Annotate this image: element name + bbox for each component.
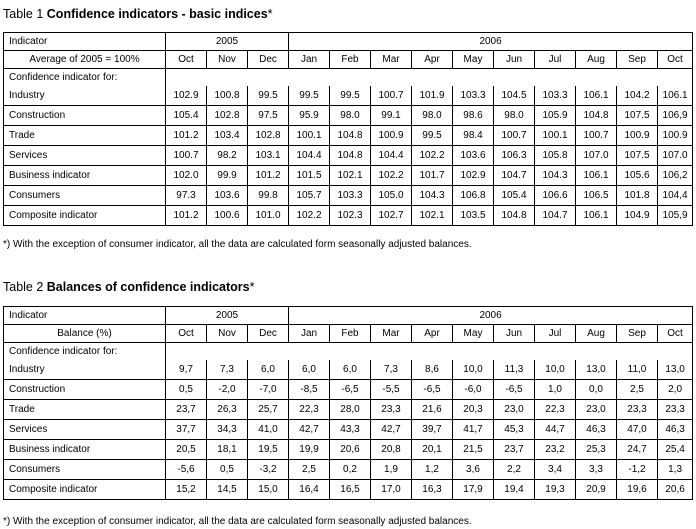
year-2006-header: 2006 [289, 33, 693, 51]
value-cell: 107.0 [658, 146, 693, 166]
month-header: May [453, 325, 494, 343]
table2-caption [3, 280, 255, 294]
value-cell: 104.3 [412, 186, 453, 206]
month-header: Aug [576, 325, 617, 343]
value-cell: 99.5 [412, 126, 453, 146]
value-cell: 106.1 [576, 166, 617, 186]
month-header: Dec [248, 325, 289, 343]
value-cell: 95.9 [289, 106, 330, 126]
value-cell: 105.6 [617, 166, 658, 186]
month-header: Nov [207, 51, 248, 69]
value-cell: 106.1 [576, 206, 617, 226]
value-cell: 106.1 [576, 86, 617, 106]
value-cell: 2,5 [617, 380, 658, 400]
value-cell: 34,3 [207, 420, 248, 440]
value-cell: 19,6 [617, 480, 658, 500]
value-cell: 14,5 [207, 480, 248, 500]
value-cell: 104.9 [617, 206, 658, 226]
value-cell: 104.8 [576, 106, 617, 126]
section-label: Confidence indicator for: [4, 69, 166, 87]
value-cell: 1,3 [658, 460, 693, 480]
value-cell: 99.5 [330, 86, 371, 106]
value-cell: 106.5 [576, 186, 617, 206]
row-label: Services [4, 420, 166, 440]
table-row [4, 126, 693, 146]
value-cell: 21,6 [412, 400, 453, 420]
value-cell: 7,3 [207, 360, 248, 380]
value-cell: 99.8 [248, 186, 289, 206]
value-cell: 22,3 [535, 400, 576, 420]
value-cell: 101.9 [412, 86, 453, 106]
value-cell: 19,3 [535, 480, 576, 500]
value-cell: 104.3 [535, 166, 576, 186]
value-cell: 100.7 [371, 86, 412, 106]
value-cell: 44,7 [535, 420, 576, 440]
value-cell: 18,1 [207, 440, 248, 460]
value-cell: 2,0 [658, 380, 693, 400]
value-cell: 25,4 [658, 440, 693, 460]
value-cell: 42,7 [371, 420, 412, 440]
value-cell: 39,7 [412, 420, 453, 440]
table2-footnote: *) With the exception of consumer indicator, all the data are calculated form seasonally adjusted balances. [3, 516, 472, 527]
table2-caption-star: * [249, 280, 255, 294]
value-cell: 103.1 [248, 146, 289, 166]
value-cell: 19,4 [494, 480, 535, 500]
section-label: Confidence indicator for: [4, 343, 166, 361]
month-header: Sep [617, 51, 658, 69]
value-cell: 103.3 [330, 186, 371, 206]
value-cell: 25,7 [248, 400, 289, 420]
value-cell: 100.9 [658, 126, 693, 146]
value-cell: 104.5 [494, 86, 535, 106]
value-cell: 99.5 [289, 86, 330, 106]
value-cell: 104.4 [371, 146, 412, 166]
value-cell: 23,2 [535, 440, 576, 460]
value-cell: -1,2 [617, 460, 658, 480]
value-cell: 100.1 [535, 126, 576, 146]
table-row [4, 106, 693, 126]
value-cell: 106.6 [535, 186, 576, 206]
value-cell: 1,2 [412, 460, 453, 480]
table-row [4, 166, 693, 186]
value-cell: 102.2 [289, 206, 330, 226]
value-cell: 13,0 [658, 360, 693, 380]
value-cell: 13,0 [576, 360, 617, 380]
value-cell: 107.5 [617, 106, 658, 126]
value-cell: 2,5 [289, 460, 330, 480]
value-cell: 20,6 [658, 480, 693, 500]
value-cell: 101.8 [617, 186, 658, 206]
value-cell: -5,6 [166, 460, 207, 480]
value-cell: 6,0 [289, 360, 330, 380]
value-cell: 100.7 [576, 126, 617, 146]
value-cell: 25,3 [576, 440, 617, 460]
value-cell: 100.9 [371, 126, 412, 146]
month-header: Dec [248, 51, 289, 69]
value-cell: 105.7 [289, 186, 330, 206]
value-cell: 98.0 [494, 106, 535, 126]
value-cell: 23,3 [371, 400, 412, 420]
row-label: Industry [4, 86, 166, 106]
value-cell: 46,3 [576, 420, 617, 440]
value-cell: 100.7 [494, 126, 535, 146]
value-cell: 15,2 [166, 480, 207, 500]
value-cell: 98.4 [453, 126, 494, 146]
value-cell: 16,4 [289, 480, 330, 500]
value-cell: 98.2 [207, 146, 248, 166]
value-cell: 8,6 [412, 360, 453, 380]
value-cell: 20,8 [371, 440, 412, 460]
value-cell: 21,5 [453, 440, 494, 460]
table1 [3, 32, 693, 226]
value-cell: 104.7 [535, 206, 576, 226]
value-cell: 106.8 [453, 186, 494, 206]
value-cell: 99.1 [371, 106, 412, 126]
value-cell: 104.4 [289, 146, 330, 166]
value-cell: 102.2 [371, 166, 412, 186]
value-cell: 105.4 [166, 106, 207, 126]
value-cell: 101.2 [166, 206, 207, 226]
value-cell: -3,2 [248, 460, 289, 480]
table1-caption-title: Confidence indicators - basic indices [46, 7, 268, 21]
value-cell: 0,5 [207, 460, 248, 480]
value-cell: 104.7 [494, 166, 535, 186]
row-label: Services [4, 146, 166, 166]
value-cell: 105.9 [535, 106, 576, 126]
value-cell: 22,3 [289, 400, 330, 420]
value-cell: 17,0 [371, 480, 412, 500]
value-cell: 102.9 [453, 166, 494, 186]
table-row [4, 146, 693, 166]
value-cell: 1,0 [535, 380, 576, 400]
value-cell: 41,7 [453, 420, 494, 440]
value-cell: 0,0 [576, 380, 617, 400]
row-label: Composite indicator [4, 480, 166, 500]
value-cell: 20,1 [412, 440, 453, 460]
value-cell: 98.0 [412, 106, 453, 126]
unit-label: Average of 2005 = 100% [4, 51, 166, 69]
value-cell: 97.3 [166, 186, 207, 206]
value-cell: 11,0 [617, 360, 658, 380]
value-cell: 0,2 [330, 460, 371, 480]
row-label: Consumers [4, 460, 166, 480]
value-cell: 6,0 [330, 360, 371, 380]
table-row [4, 186, 693, 206]
year-2005-header: 2005 [166, 307, 289, 325]
value-cell: 99.5 [248, 86, 289, 106]
value-cell: 3,3 [576, 460, 617, 480]
value-cell: 23,7 [166, 400, 207, 420]
month-header: Oct [166, 51, 207, 69]
value-cell: 15,0 [248, 480, 289, 500]
value-cell: -6,5 [330, 380, 371, 400]
value-cell: 105.4 [494, 186, 535, 206]
value-cell: 20,3 [453, 400, 494, 420]
value-cell: 23,3 [617, 400, 658, 420]
table-row [4, 206, 693, 226]
value-cell: 105.8 [535, 146, 576, 166]
value-cell: 23,7 [494, 440, 535, 460]
value-cell: 1,9 [371, 460, 412, 480]
value-cell: 42,7 [289, 420, 330, 440]
month-header: Oct [658, 51, 693, 69]
month-header: Apr [412, 51, 453, 69]
value-cell: 19,9 [289, 440, 330, 460]
section-spacer [166, 69, 693, 87]
value-cell: 104.8 [494, 206, 535, 226]
value-cell: 9,7 [166, 360, 207, 380]
table1-caption-star: * [267, 7, 273, 21]
value-cell: 98.0 [330, 106, 371, 126]
table2 [3, 306, 693, 500]
value-cell: -6,5 [494, 380, 535, 400]
value-cell: 102.2 [412, 146, 453, 166]
value-cell: 104,4 [658, 186, 693, 206]
table-row [4, 360, 693, 380]
month-header: May [453, 51, 494, 69]
month-header: Sep [617, 325, 658, 343]
section-spacer [166, 343, 693, 361]
row-label: Industry [4, 360, 166, 380]
month-header: Nov [207, 325, 248, 343]
value-cell: 100.6 [207, 206, 248, 226]
value-cell: 100.1 [289, 126, 330, 146]
value-cell: 20,5 [166, 440, 207, 460]
value-cell: 103.6 [453, 146, 494, 166]
value-cell: 3,4 [535, 460, 576, 480]
value-cell: 102.8 [207, 106, 248, 126]
table-row [4, 460, 693, 480]
value-cell: 20,6 [330, 440, 371, 460]
month-header: Oct [658, 325, 693, 343]
table2-caption-prefix: Table 2 [3, 280, 47, 294]
value-cell: 105,9 [658, 206, 693, 226]
month-header: Jun [494, 325, 535, 343]
row-label: Trade [4, 400, 166, 420]
year-2006-header: 2006 [289, 307, 693, 325]
table1-footnote: *) With the exception of consumer indicator, all the data are calculated form seasonally adjusted balances. [3, 239, 472, 250]
value-cell: 100.8 [207, 86, 248, 106]
value-cell: 16,5 [330, 480, 371, 500]
month-header: Oct [166, 325, 207, 343]
row-label: Composite indicator [4, 206, 166, 226]
value-cell: 19,5 [248, 440, 289, 460]
value-cell: 106,2 [658, 166, 693, 186]
value-cell: -6,0 [453, 380, 494, 400]
row-label: Construction [4, 380, 166, 400]
value-cell: 43,3 [330, 420, 371, 440]
table1-caption-prefix: Table 1 [3, 7, 47, 21]
indicator-header: Indicator [4, 33, 166, 51]
value-cell: 102.3 [330, 206, 371, 226]
month-header: Jul [535, 325, 576, 343]
value-cell: 0,5 [166, 380, 207, 400]
value-cell: 20,9 [576, 480, 617, 500]
value-cell: 47,0 [617, 420, 658, 440]
month-header: Feb [330, 51, 371, 69]
value-cell: 6,0 [248, 360, 289, 380]
value-cell: 102.9 [166, 86, 207, 106]
value-cell: 103.3 [453, 86, 494, 106]
value-cell: 107.5 [617, 146, 658, 166]
value-cell: 10,0 [453, 360, 494, 380]
value-cell: 102.1 [330, 166, 371, 186]
value-cell: 99.9 [207, 166, 248, 186]
month-header: Jun [494, 51, 535, 69]
value-cell: 102.0 [166, 166, 207, 186]
value-cell: 107.0 [576, 146, 617, 166]
row-label: Business indicator [4, 166, 166, 186]
table-row [4, 420, 693, 440]
value-cell: 103.3 [535, 86, 576, 106]
value-cell: -6,5 [412, 380, 453, 400]
month-header: Feb [330, 325, 371, 343]
month-header: Apr [412, 325, 453, 343]
month-header: Jan [289, 51, 330, 69]
month-header: Mar [371, 51, 412, 69]
table1-caption [3, 7, 273, 21]
month-header: Aug [576, 51, 617, 69]
month-header: Jan [289, 325, 330, 343]
value-cell: 100.7 [166, 146, 207, 166]
value-cell: 102.7 [371, 206, 412, 226]
value-cell: 98.6 [453, 106, 494, 126]
value-cell: 28,0 [330, 400, 371, 420]
month-header: Mar [371, 325, 412, 343]
table-row [4, 86, 693, 106]
value-cell: 103.5 [453, 206, 494, 226]
month-header: Jul [535, 51, 576, 69]
value-cell: 23,0 [576, 400, 617, 420]
value-cell: -8,5 [289, 380, 330, 400]
value-cell: 101.0 [248, 206, 289, 226]
value-cell: 7,3 [371, 360, 412, 380]
table-row [4, 380, 693, 400]
value-cell: 97.5 [248, 106, 289, 126]
value-cell: 100.9 [617, 126, 658, 146]
value-cell: 104.8 [330, 126, 371, 146]
value-cell: 46,3 [658, 420, 693, 440]
table-row [4, 480, 693, 500]
value-cell: 105.0 [371, 186, 412, 206]
value-cell: 101.7 [412, 166, 453, 186]
indicator-header: Indicator [4, 307, 166, 325]
value-cell: 103.6 [207, 186, 248, 206]
value-cell: -2,0 [207, 380, 248, 400]
value-cell: 106.1 [658, 86, 693, 106]
value-cell: 104.8 [330, 146, 371, 166]
row-label: Construction [4, 106, 166, 126]
value-cell: 102.8 [248, 126, 289, 146]
value-cell: 2,2 [494, 460, 535, 480]
value-cell: 11,3 [494, 360, 535, 380]
value-cell: -7,0 [248, 380, 289, 400]
value-cell: 45,3 [494, 420, 535, 440]
value-cell: 106.3 [494, 146, 535, 166]
value-cell: 104.2 [617, 86, 658, 106]
row-label: Trade [4, 126, 166, 146]
value-cell: 41,0 [248, 420, 289, 440]
value-cell: 23,3 [658, 400, 693, 420]
value-cell: 17,9 [453, 480, 494, 500]
value-cell: 106,9 [658, 106, 693, 126]
value-cell: -5,5 [371, 380, 412, 400]
value-cell: 3,6 [453, 460, 494, 480]
unit-label: Balance (%) [4, 325, 166, 343]
table2-caption-title: Balances of confidence indicators [46, 280, 250, 294]
value-cell: 24,7 [617, 440, 658, 460]
value-cell: 23,0 [494, 400, 535, 420]
table-row [4, 440, 693, 460]
value-cell: 37,7 [166, 420, 207, 440]
value-cell: 10,0 [535, 360, 576, 380]
value-cell: 101.5 [289, 166, 330, 186]
value-cell: 101.2 [248, 166, 289, 186]
value-cell: 101.2 [166, 126, 207, 146]
row-label: Consumers [4, 186, 166, 206]
value-cell: 102.1 [412, 206, 453, 226]
value-cell: 103.4 [207, 126, 248, 146]
value-cell: 16,3 [412, 480, 453, 500]
year-2005-header: 2005 [166, 33, 289, 51]
row-label: Business indicator [4, 440, 166, 460]
table-row [4, 400, 693, 420]
value-cell: 26,3 [207, 400, 248, 420]
